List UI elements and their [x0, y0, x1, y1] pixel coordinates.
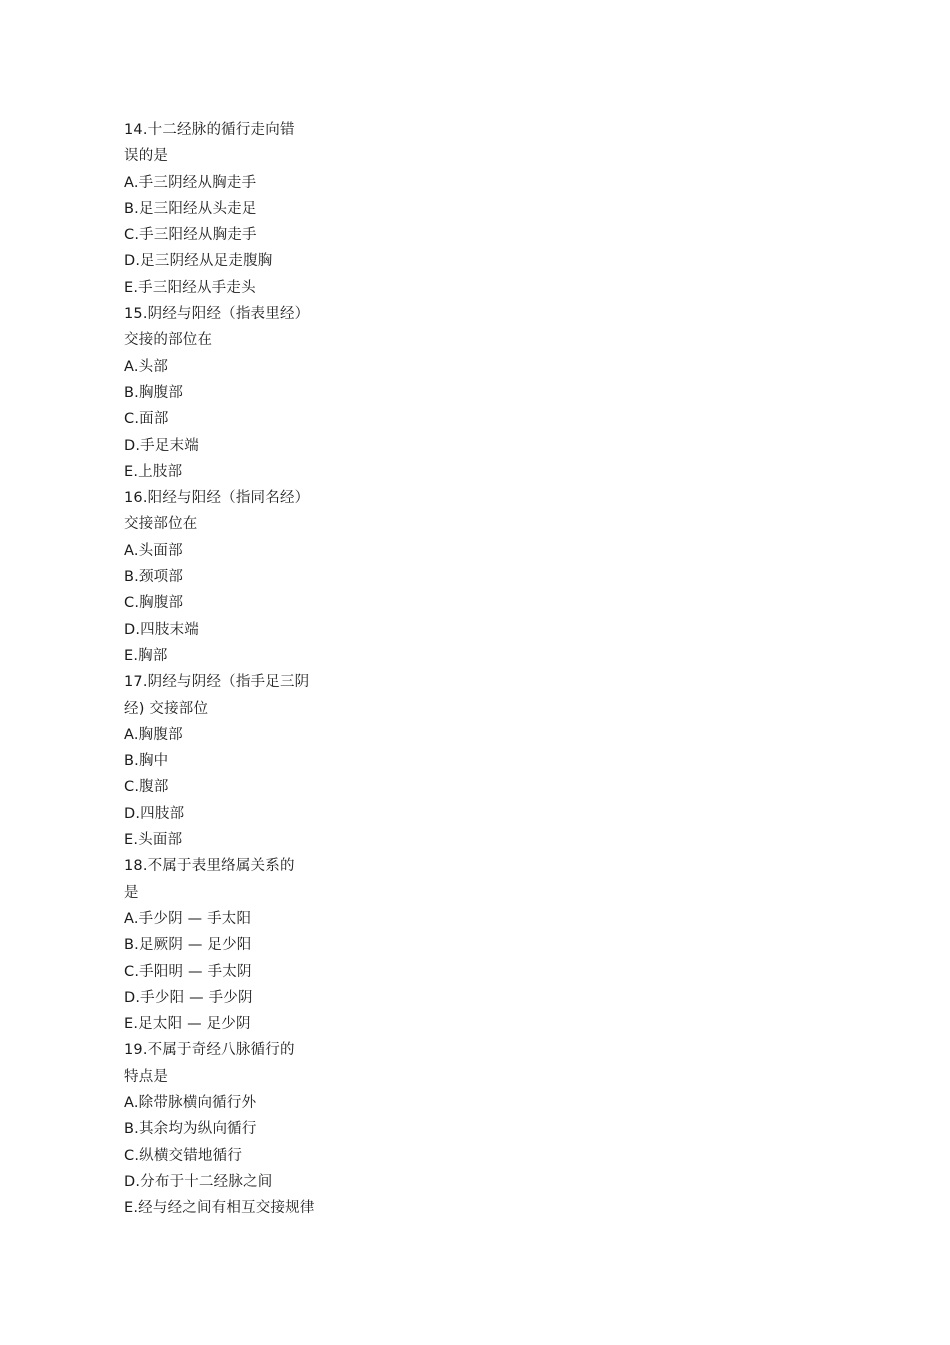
- option-b: B.颈项部: [124, 569, 184, 586]
- option-a: A.胸腹部: [124, 726, 183, 743]
- option-a: A.手少阴 — 手太阳: [124, 910, 252, 927]
- question-stem: 是: [124, 884, 139, 901]
- question-stem: 16.阳经与阳经（指同名经）: [124, 490, 310, 507]
- question-14: [124, 117, 384, 301]
- option-e: E.经与经之间有相互交接规律: [124, 1200, 315, 1217]
- option-d: D.四肢末端: [124, 621, 199, 638]
- option-a: A.手三阴经从胸走手: [124, 174, 257, 191]
- option-c: C.胸腹部: [124, 595, 184, 612]
- option-a: A.除带脉横向循行外: [124, 1094, 257, 1111]
- option-e: E.手三阳经从手走头: [124, 279, 256, 296]
- option-d: D.分布于十二经脉之间: [124, 1173, 273, 1190]
- option-a: A.头面部: [124, 542, 183, 559]
- question-17: [124, 669, 384, 853]
- question-stem: 19.不属于奇经八脉循行的: [124, 1042, 295, 1059]
- option-b: B.胸中: [124, 753, 169, 770]
- option-d: D.手少阳 — 手少阴: [124, 989, 253, 1006]
- option-a: A.头部: [124, 358, 169, 375]
- option-e: E.足太阳 — 足少阴: [124, 1016, 251, 1033]
- option-b: B.足三阳经从头走足: [124, 200, 257, 217]
- option-d: D.足三阴经从足走腹胸: [124, 253, 273, 270]
- option-b: B.其余均为纵向循行: [124, 1121, 257, 1138]
- question-stem: 交接部位在: [124, 516, 198, 533]
- option-e: E.头面部: [124, 832, 183, 849]
- option-c: C.腹部: [124, 779, 169, 796]
- question-16: [124, 485, 384, 669]
- question-list: [124, 117, 384, 1221]
- question-stem: 14.十二经脉的循行走向错: [124, 122, 295, 138]
- question-19: [124, 1037, 384, 1221]
- question-stem: 18.不属于表里络属关系的: [124, 858, 295, 875]
- option-e: E.上肢部: [124, 463, 183, 480]
- option-c: C.纵横交错地循行: [124, 1147, 243, 1164]
- question-18: [124, 853, 384, 1037]
- option-d: D.四肢部: [124, 805, 185, 822]
- option-c: C.手阳明 — 手太阴: [124, 963, 252, 980]
- option-e: E.胸部: [124, 647, 168, 664]
- option-b: B.足厥阴 — 足少阳: [124, 937, 252, 954]
- option-b: B.胸腹部: [124, 384, 184, 401]
- option-c: C.手三阳经从胸走手: [124, 227, 257, 244]
- question-stem: 经) 交接部位: [124, 700, 209, 717]
- question-stem: 17.阴经与阴经（指手足三阴: [124, 674, 310, 691]
- question-stem: 误的是: [124, 148, 169, 165]
- question-stem: 15.阴经与阳经（指表里经）: [124, 306, 310, 323]
- question-stem: 特点是: [124, 1068, 169, 1085]
- question-15: [124, 301, 384, 485]
- option-c: C.面部: [124, 411, 169, 428]
- option-d: D.手足末端: [124, 437, 199, 454]
- question-stem: 交接的部位在: [124, 332, 213, 349]
